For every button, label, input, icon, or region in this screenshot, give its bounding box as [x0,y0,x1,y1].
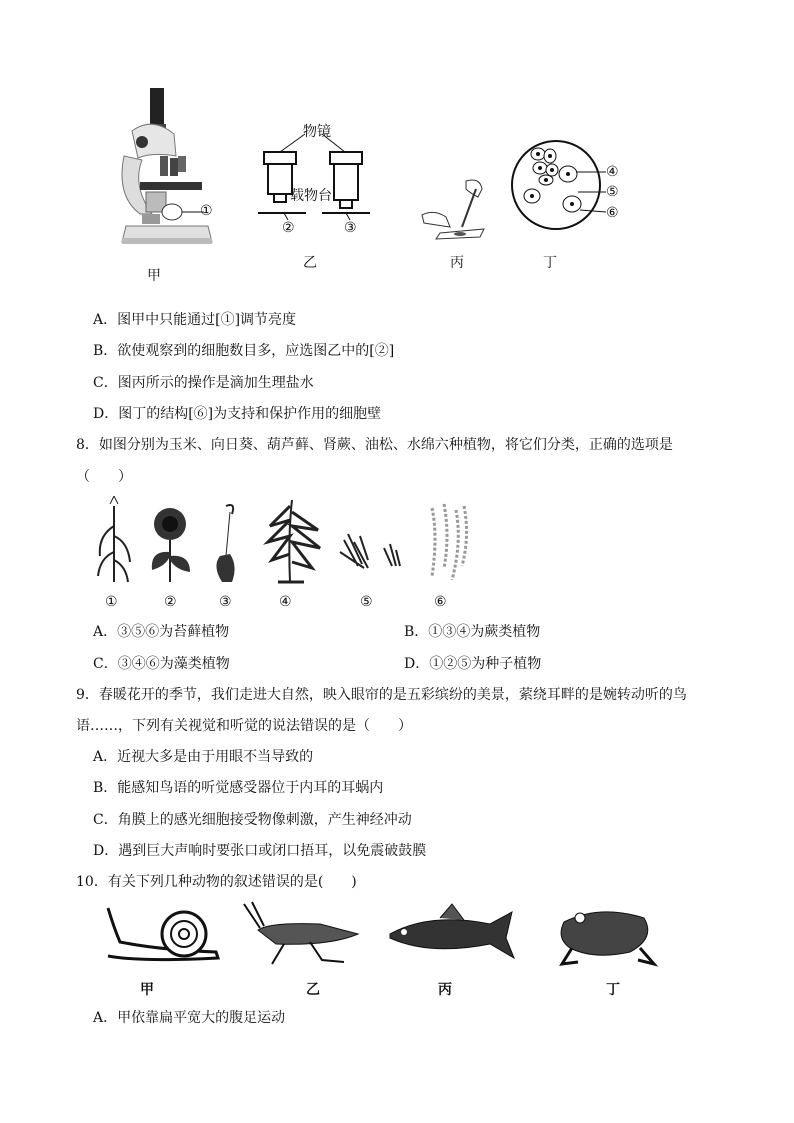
q8-option-c: C．③④⑥为藻类植物 [93,656,230,672]
fig-label-bing: 丙 [450,255,464,271]
q9-option-a: A．近视大多是由于用眼不当导致的 [93,749,314,765]
q9-option-d: D．遇到巨大声响时要张口或闭口捂耳，以免震破鼓膜 [93,843,427,859]
plant-number-3: ③ [219,594,232,610]
plant-number-4: ④ [279,594,292,610]
q7-option-b: B．欲使观察到的细胞数目多，应选图乙中的[②] [93,343,395,359]
fig-label-jia: 甲 [147,268,161,284]
q7-option-c: C．图丙所示的操作是滴加生理盐水 [93,375,314,391]
animal-label-jia: 甲 [140,982,154,998]
plants-illustration [92,496,482,590]
q8-stem-line1: 8．如图分别为玉米、向日葵、葫芦藓、肾蕨、油松、水绵六种植物，将它们分类，正确的选项是 [76,437,673,453]
marker-6: ⑥ [606,205,619,221]
q8-option-d: D．①②⑤为种子植物 [404,656,542,672]
q9-option-c: C．角膜上的感光细胞接受物像刺激，产生神经冲动 [93,812,412,828]
q9-option-b: B．能感知鸟语的听觉感受器位于内耳的耳蜗内 [93,780,384,796]
q7-option-a: A．图甲中只能通过[①]调节亮度 [93,312,297,328]
plant-number-2: ② [164,594,177,610]
slide-operation-illustration [420,175,492,245]
fig-label-ding: 丁 [543,255,557,271]
plant-number-1: ① [105,594,118,610]
marker-5: ⑤ [606,184,619,200]
q10-option-a: A．甲依靠扁平宽大的腹足运动 [93,1010,286,1026]
q9-stem-line1: 9．春暖花开的季节，我们走进大自然，映入眼帘的是五彩缤纷的美景，萦绕耳畔的是婉转动听的鸟 [76,687,687,703]
fig-label-yi: 乙 [303,255,317,271]
marker-3: ③ [344,220,357,236]
label-objective: 物镜 [303,124,331,140]
marker-4: ④ [606,164,619,180]
marker-2: ② [282,220,295,236]
q8-option-a: A．③⑤⑥为苔藓植物 [93,624,230,640]
microscope-illustration [112,86,232,256]
q8-stem-line2: （ ） [76,469,132,485]
label-stage: 载物台 [290,188,332,204]
plant-number-5: ⑤ [360,594,373,610]
q7-option-d: D．图丁的结构[⑥]为支持和保护作用的细胞壁 [93,406,382,422]
plant-number-6: ⑥ [434,594,447,610]
animal-label-bing: 丙 [438,982,452,998]
animal-label-ding: 丁 [606,982,620,998]
q8-option-b: B．①③④为蕨类植物 [404,624,541,640]
q9-stem-line2: 语……，下列有关视觉和听觉的说法错误的是（ ） [76,718,412,734]
animals-illustration [100,898,670,978]
marker-1: ① [200,203,213,219]
q10-stem: 10．有关下列几种动物的叙述错误的是( ) [76,874,357,890]
animal-label-yi: 乙 [306,982,320,998]
